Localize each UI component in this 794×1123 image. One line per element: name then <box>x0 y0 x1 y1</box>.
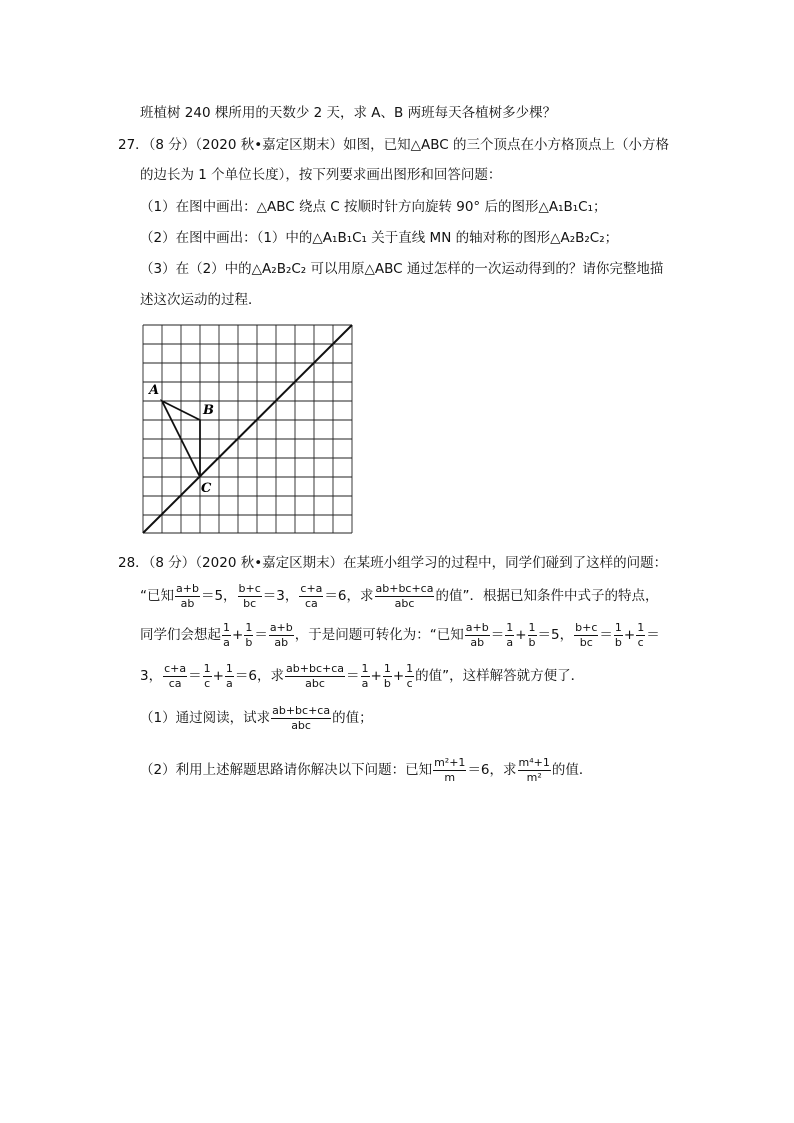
frac-m4p1-over-m2: $\frac{\text{m⁴+1}}{\text{m²}}$ <box>518 755 550 784</box>
q28-sub2: （2）利用上述解题思路请你解决以下问题：已知 $\frac{\text{m²+1}}{m}$ ＝6，求 $\frac{\text{m⁴+1}}{\text{m²}}$ 的值． <box>140 755 593 784</box>
point-b-label: B <box>203 403 214 418</box>
frac-ab-over-ab: $\frac{a+b}{ab}$ <box>176 581 199 610</box>
q27-part3: （3）在（2）中的△A₂B₂C₂ 可以用原△ABC 通过怎样的一次运动得到的？请你完整地描 <box>140 261 664 277</box>
q27-heading-cont: 的边长为 1 个单位长度），按下列要求画出图形和回答问题： <box>140 167 502 183</box>
point-a-label: A <box>149 383 160 398</box>
prev-question-tail: 班植树 240 棵所用的天数少 2 天，求 A、B 两班每天各植树多少棵？ <box>140 105 557 121</box>
q27-part1: （1）在图中画出：△ABC 绕点 C 按顺时针方向旋转 90° 后的图形△A₁B₁C₁； <box>140 199 607 215</box>
grid-svg <box>140 322 360 538</box>
grid-figure <box>140 322 360 542</box>
frac-ab-over-ab-2: $\frac{a+b}{ab}$ <box>269 620 293 649</box>
frac-m2p1-over-m: $\frac{\text{m²+1}}{m}$ <box>434 755 466 784</box>
frac-1-over-b: $\frac{1}{b}$ <box>245 620 253 649</box>
line-mn <box>143 325 352 533</box>
frac-ca-over-ca: $\frac{c+a}{ca}$ <box>300 581 323 610</box>
q28-line1: “已知 $\frac{a+b}{ab}$ ＝5， $\frac{b+c}{bc}$ ＝3， $\frac{c+a}{ca}$ ＝6，求 $\frac{ab+bc+ca}{\text{abc}}$ 的值”．根据已知条件中式子的特点， <box>140 581 659 610</box>
frac-bc-over-bc: $\frac{b+c}{bc}$ <box>238 581 261 610</box>
q28-heading: 28．（8 分）（2020 秋•嘉定区期末）在某班小组学习的过程中，同学们碰到了这样的问题： <box>118 555 668 571</box>
point-c-label: C <box>201 481 212 496</box>
q28-line3: 3， $\frac{c+a}{ca}$ ＝ $\frac{1}{c}$ + $\frac{1}{a}$ ＝6，求 $\frac{ab+bc+ca}{\text{abc}}$ ＝ $\frac{1}{a}$ + $\frac{1}{b}$ + $\frac{1}{c}$ 的值”，这样解答就方便了． <box>140 661 585 690</box>
q27-part3-cont: 述这次运动的过程． <box>140 292 262 308</box>
frac-1-over-a: $\frac{1}{a}$ <box>223 620 230 649</box>
q28-sub1: （1）通过阅读，试求 $\frac{ab+bc+ca}{\text{abc}}$ 的值； <box>140 703 373 732</box>
frac-total-over-abc: $\frac{ab+bc+ca}{\text{abc}}$ <box>375 581 434 610</box>
q27-heading: 27．（8 分）（2020 秋•嘉定区期末）如图，已知△ABC 的三个顶点在小方格顶点上（小方格 <box>118 137 670 153</box>
q27-part2: （2）在图中画出：（1）中的△A₁B₁C₁ 关于直线 MN 的轴对称的图形△A₂B₂C₂； <box>140 230 619 246</box>
q28-line2: 同学们会想起 $\frac{1}{a}$ + $\frac{1}{b}$ ＝ $\frac{a+b}{ab}$ ，于是问题可转化为：“已知 $\frac{a+b}{ab}$ ＝ $\frac{1}{a}$ + $\frac{1}{b}$ ＝5， $\frac{b+c}{bc}$ ＝ $\frac{1}{b}$ + $\frac{1}{c}$ ＝ <box>140 620 660 649</box>
